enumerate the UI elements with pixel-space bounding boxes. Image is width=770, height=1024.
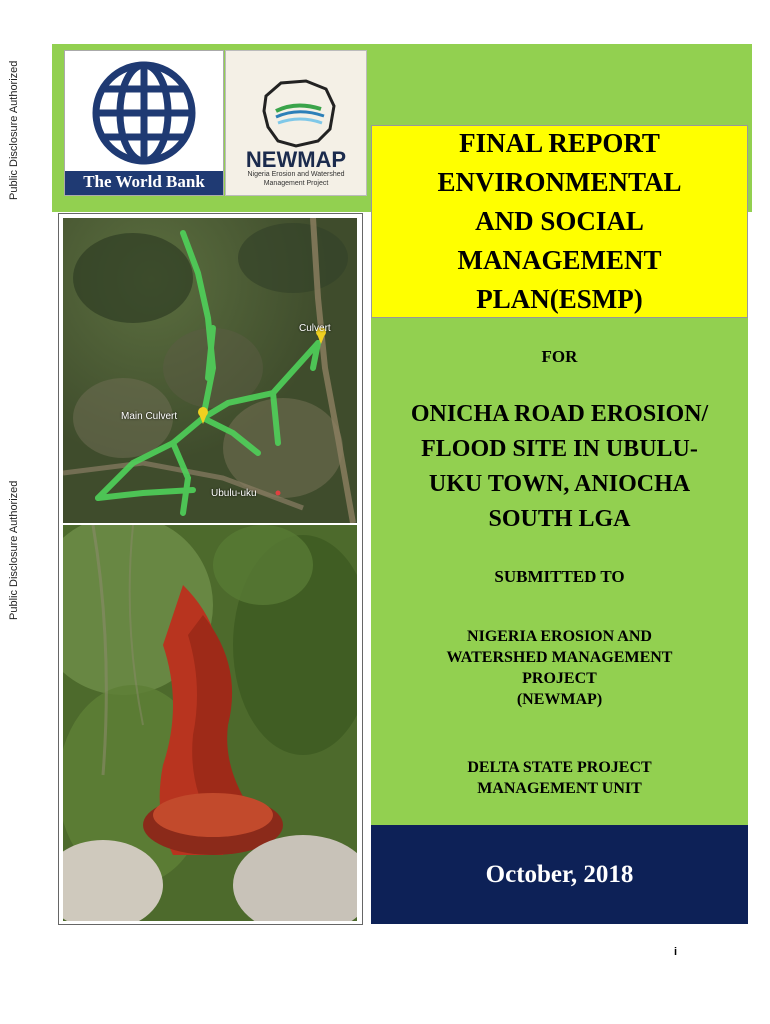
recipient-name (371, 626, 748, 710)
site-title (371, 397, 748, 537)
disclosure-label-bottom: Public Disclosure Authorized (8, 480, 20, 620)
unit-line: MANAGEMENT UNIT (477, 780, 642, 797)
page-number: i (674, 946, 678, 958)
title-line: PLAN(ESMP) (476, 284, 643, 314)
map-label-culvert: Culvert (299, 323, 331, 334)
map-label-main-culvert: Main Culvert (121, 411, 178, 422)
title-line: ENVIRONMENTAL (437, 167, 682, 197)
world-bank-wordmark: The World Bank (83, 172, 205, 191)
report-date: October, 2018 (485, 860, 634, 888)
unit-line: DELTA STATE PROJECT (467, 759, 652, 776)
date-bar (371, 825, 748, 924)
newmap-wordmark: NEWMAP (245, 147, 347, 172)
recipient-line: (NEWMAP) (516, 691, 603, 708)
disclosure-label-top: Public Disclosure Authorized (8, 60, 20, 200)
newmap-subtitle-1: Nigeria Erosion and Watershed (247, 171, 345, 178)
submitted-to-label: SUBMITTED TO (494, 567, 625, 586)
for-label: FOR (541, 347, 578, 366)
title-line: AND SOCIAL (475, 206, 644, 236)
recipient-line: WATERSHED MANAGEMENT (446, 649, 673, 666)
report-title-box (371, 125, 748, 318)
title-line: FINAL REPORT (459, 128, 660, 158)
title-line: MANAGEMENT (457, 245, 662, 275)
nigeria-map-icon (226, 61, 366, 161)
site-line: UKU TOWN, ANIOCHA (428, 471, 691, 497)
site-line: SOUTH LGA (488, 506, 631, 532)
map-label-town: Ubulu-uku (211, 488, 257, 499)
recipient-line: NIGERIA EROSION AND (467, 628, 652, 645)
world-bank-logo (64, 50, 224, 196)
project-unit (371, 757, 748, 799)
site-line: FLOOD SITE IN UBULU- (421, 436, 698, 462)
newmap-logo (225, 50, 367, 196)
newmap-subtitle-2: Management Project (263, 180, 329, 187)
recipient-line: PROJECT (522, 670, 597, 687)
photo-frame (58, 213, 363, 925)
site-line: ONICHA ROAD EROSION/ (410, 401, 709, 427)
